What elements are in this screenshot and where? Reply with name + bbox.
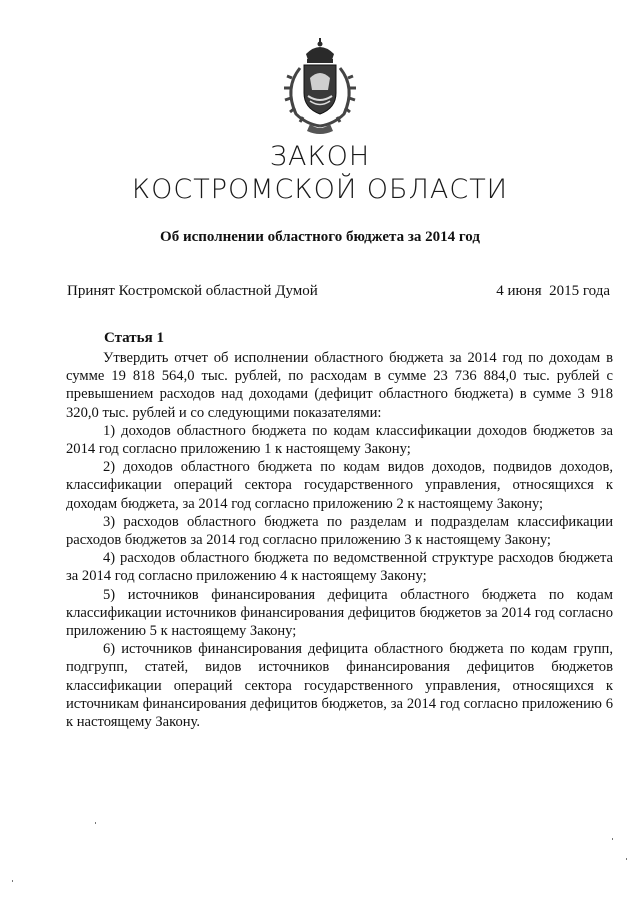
paragraph: 5) источников финансирования дефицита областного бюджета по кодам классификации источников финансирования дефицитов бюджетов за 2014 год согласно приложению 5 к настоящему Закону; xyxy=(66,586,613,640)
speck xyxy=(12,880,13,882)
speck xyxy=(626,858,627,860)
paragraph: 6) источников финансирования дефицита областного бюджета по кодам групп, подгрупп, статей, видов источников финансирования дефицитов бюджетов классификации операций сектора государственного управления, относящихся к источникам финансирования дефицитов бюджетов, за 2014 год согласно приложению 6 к настоящему Закону. xyxy=(66,641,613,731)
article-heading: Статья 1 xyxy=(104,330,164,346)
adopted-by: Принят Костромской областной Думой xyxy=(67,283,318,299)
law-title xyxy=(0,140,640,206)
law-title-line1: ЗАКОН xyxy=(269,141,371,172)
paragraph: 3) расходов областного бюджета по разделам и подразделам классификации расходов бюджетов за 2014 год согласно приложению 3 к настоящему Закону; xyxy=(66,513,613,549)
paragraph: 2) доходов областного бюджета по кодам видов доходов, подвидов доходов, классификации операций сектора государственного управления, относящихся к доходам бюджета, за 2014 год согласно приложению 2 к настоящему Закону; xyxy=(66,459,613,512)
law-title-line2: КОСТРОМСКОЙ ОБЛАСТИ xyxy=(131,174,509,205)
paragraph: 1) доходов областного бюджета по кодам классификации доходов бюджетов за 2014 год согласно приложению 1 к настоящему Закону; xyxy=(66,422,613,458)
paragraph: Утвердить отчет об исполнении областного бюджета за 2014 год по доходам в сумме 19 818 564,0 тыс. рублей, по расходам в сумме 23 736 884,0 тыс. рублей с превышением расходов над доходами (дефицит областного бюджета) в сумме 3 918 320,0 тыс. рублей и со следующими показателями: xyxy=(66,350,613,421)
speck xyxy=(95,822,96,824)
paragraph: 4) расходов областного бюджета по ведомственной структуре расходов бюджета за 2014 год согласно приложению 4 к настоящему Закону; xyxy=(66,550,613,585)
adopted-date: 4 июня 2015 года xyxy=(496,283,610,299)
speck xyxy=(612,838,613,840)
adoption-line xyxy=(67,283,610,300)
coat-of-arms-icon xyxy=(270,38,370,138)
article-body xyxy=(66,349,613,731)
document-title: Об исполнении областного бюджета за 2014 год xyxy=(160,229,480,245)
